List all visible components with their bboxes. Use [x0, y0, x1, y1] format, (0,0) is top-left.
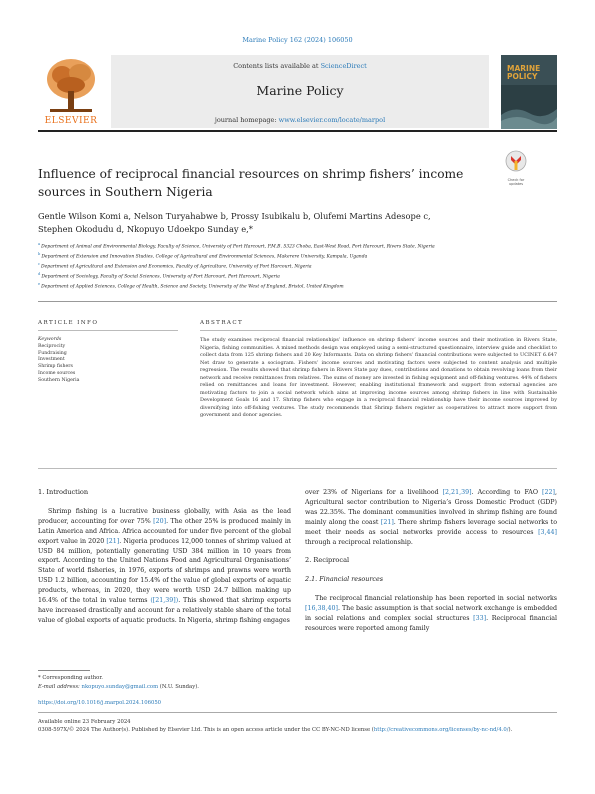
text-run: , Agricultural sector contribution to Nigeria’s Gross Domestic Product (GDP) was 22.35%. The dominant communities involved in shrimp fishing are found mainly along the coast	[305, 489, 557, 526]
affiliation-item	[38, 241, 557, 251]
subsection-heading-financial-resources: 2.1. Financial resources	[305, 575, 384, 584]
copyright-end: ).	[508, 727, 513, 734]
text-run: . According to FAO	[471, 489, 543, 496]
body-right-column	[305, 488, 557, 634]
keyword-item: Shrimp fishers	[38, 364, 73, 370]
keywords-heading: Keywords	[38, 337, 62, 342]
article-info-rule	[38, 330, 178, 331]
copyright-text: 0308-597X/© 2024 The Author(s). Published by Elsevier Ltd. This is an open access article under the CC BY-NC-ND license (	[38, 727, 374, 734]
affiliation-mark: b	[38, 251, 41, 256]
contents-available-line	[111, 62, 489, 70]
section-heading-reciprocal: 2. Reciprocal	[305, 556, 350, 565]
section-heading-introduction: 1. Introduction	[38, 488, 89, 496]
author-list	[38, 210, 498, 236]
affiliation-text: Department of Sociology, Faculty of Social Sciences, University of Port Harcourt, Port Harcourt, Nigeria	[41, 274, 280, 280]
citation-link[interactable]: [21]	[380, 518, 394, 526]
intro-paragraph-continued	[305, 488, 557, 547]
homepage-link[interactable]: www.elsevier.com/locate/marpol	[278, 116, 386, 124]
text-run: The reciprocal financial relationship has been reported in social networks	[315, 595, 557, 603]
text-run: . Nigeria produces 12,000 tonnes of shrimp valued at USD 84 million, potentially generating USD 384 million in 10 years from export. According to the United Nations Food and Agricultural Organisations’ State of world fisheries, in 1976, exports of shrimps and prawns were worth USD 1.2 billion, accounting for 15.4% of the value of global exports of aquatic products, whereas, in 2020, they were worth USD 24.7 billion making up 16.4% of the total in value terms	[38, 537, 291, 605]
text-run: . The other 25% is produced mainly in Latin America and Africa. Africa accounted for under five percent of the global export value in 2020	[38, 517, 291, 545]
affiliation-list	[38, 241, 557, 291]
abstract-rule	[200, 330, 557, 331]
citation-link[interactable]: ([21,39])	[150, 597, 179, 605]
authors-line-1[interactable]: Gentle Wilson Komi a, Nelson Turyahabwe b, Prossy Isubikalu b, Olufemi Martins Adesope c,	[38, 211, 431, 221]
affiliation-text: Department of Extension and Innovation Studies, College of Agricultural and Environmental Sciences, Makerere University, Kampala, Uganda	[41, 254, 368, 260]
publication-info	[38, 718, 557, 735]
citation-link[interactable]: [3,44]	[538, 528, 557, 536]
abstract-bottom-rule	[38, 468, 557, 469]
keyword-item: Reciprocity	[38, 343, 66, 349]
affiliation-mark: c	[38, 261, 41, 266]
contents-prefix: Contents lists available at	[233, 62, 321, 70]
body-left-column	[38, 488, 291, 626]
journal-title: Marine Policy	[256, 83, 344, 98]
text-run: . There shrimp fishers leverage social networks to meet their needs as social networks provide access to resources	[305, 518, 557, 536]
keyword-item: Investment	[38, 357, 65, 363]
affiliation-item	[38, 251, 557, 261]
footnotes	[38, 674, 338, 692]
elsevier-wordmark: ELSEVIER	[44, 116, 98, 126]
journal-cover-image[interactable]	[501, 55, 557, 129]
citation-link[interactable]: [33]	[473, 615, 487, 623]
affiliation-mark: e	[38, 281, 41, 286]
email-suffix: (N.U. Sunday).	[158, 684, 199, 690]
homepage-prefix: journal homepage:	[214, 116, 279, 124]
email-label: E-mail address:	[38, 684, 82, 690]
intro-paragraph	[38, 507, 291, 626]
copyright-line	[38, 726, 557, 734]
keywords-block	[38, 337, 178, 385]
affiliation-text: Department of Applied Sciences, College of Health, Science and Society, University of the West of England, Bristol, United Kingdom	[41, 284, 344, 290]
text-run: Shrimp fishing is a lucrative business globally, with Asia as the lead producer, accounting for over 75%	[38, 507, 291, 525]
license-link[interactable]: http://creativecommons.org/licenses/by-nc-nd/4.0/	[373, 727, 509, 734]
article-info-heading: ARTICLE INFO	[38, 320, 99, 326]
citation-link[interactable]: [16,38,40]	[305, 605, 338, 613]
keyword-item: Fundraising	[38, 350, 67, 356]
authors-line-2[interactable]: Stephen Okodudu d, Nkopuyo Udoekpo Sunday e,*	[38, 224, 253, 234]
footnote-rule	[38, 670, 90, 671]
paper-title: Influence of reciprocal financial resources on shrimp fishers’ income sources in Southern Nigeria	[38, 167, 464, 199]
crossmark-label: Check for updates	[507, 178, 525, 186]
abstract-heading: ABSTRACT	[200, 320, 244, 326]
affiliation-item	[38, 261, 557, 271]
citation-link[interactable]: [20]	[153, 517, 167, 525]
crossmark-icon[interactable]	[502, 150, 530, 186]
keyword-item: Southern Nigeria	[38, 377, 80, 383]
text-run: . The basic assumption is that social network exchange is embedded in social relations and complex social structures	[305, 605, 557, 623]
journal-homepage-line	[111, 116, 489, 124]
affiliation-text: Department of Animal and Environmental Biology, Faculty of Science, University of Port Harcourt, P.M.B. 5323 Choba, East-West Road, Port Harcourt, Rivers State, Nigeria	[41, 244, 435, 250]
journal-reference[interactable]: Marine Policy 162 (2024) 106050	[242, 36, 353, 44]
affiliation-mark: d	[38, 271, 41, 276]
financial-resources-paragraph	[305, 594, 557, 634]
text-run: through a reciprocal relationship.	[305, 538, 413, 546]
affiliation-rule	[38, 301, 557, 302]
email-link[interactable]: nkopuyo.sunday@gmail.com	[81, 684, 159, 690]
cover-title: MARINE POLICY	[507, 64, 541, 81]
keyword-item: Income sources	[38, 370, 76, 376]
affiliation-text: Department of Agricultural and Extension and Economics, Faculty of Agriculture, University of Port Harcourt, Nigeria	[41, 264, 312, 270]
corresponding-author-note: * Corresponding author.	[38, 675, 103, 681]
text-run: . This showed that shrimp exports have increased drastically and account for a relatively stable share of the total value of global exports of aquatic products. In Nigeria, shrimp fishing engages	[38, 597, 292, 624]
text-run: . Reciprocal financial resources were reported among family	[305, 615, 557, 632]
citation-link[interactable]: [2,21,39]	[442, 489, 472, 496]
footer-rule	[38, 712, 557, 713]
citation-link[interactable]: [21]	[106, 537, 120, 545]
sciencedirect-link[interactable]: ScienceDirect	[320, 62, 367, 70]
affiliation-item	[38, 271, 557, 281]
doi-link[interactable]: https://doi.org/10.1016/j.marpol.2024.106050	[38, 700, 162, 706]
header-rule	[38, 130, 557, 132]
affiliation-mark: a	[38, 242, 41, 246]
abstract-text: The study examines reciprocal financial relationships’ influence on shrimp fishers’ income sources and their motivation in Rivers State, Nigeria, fishing communities. A mixed methods design was employed using a semi-structured questionnaire, interview guide and checklist to collect data from 125 shrimp fishers and 20 Key Informants. Data on shrimp fishers’ financial contributions were subjected to UCINET 6.647 Net draw to generate a sociogram. Fishers’ income sources and motivating factors were subjected to content analysis and multiple regression. The results showed that shrimp fishers in Rivers State pay dues, contributions and donations to obtain revolving loans from their network and receive remittances from relatives. The sums of money are invested in fishing equipment and off-fishing ventures. 44% of fishers relied on remittances and loans for investment. However, enabling institutional framework and support from external agencies are motivating factors to join a social network which aims at improving income sources among shrimp fishers in line with Sustainable Development Goals 16 and 17. Shrimp fishers who engage in a reciprocal financial relationship have their income sources improved by diversifying into off-fishing ventures. The study recommends that Shrimp fishers register as cooperatives to attract more support from government and donor agencies.	[200, 337, 557, 418]
available-online-date: Available online 23 February 2024	[38, 719, 131, 725]
email-note	[38, 683, 338, 692]
citation-link[interactable]: [22]	[542, 489, 555, 496]
affiliation-item	[38, 281, 557, 291]
text-run: over 23% of Nigerians for a livelihood	[305, 489, 443, 496]
